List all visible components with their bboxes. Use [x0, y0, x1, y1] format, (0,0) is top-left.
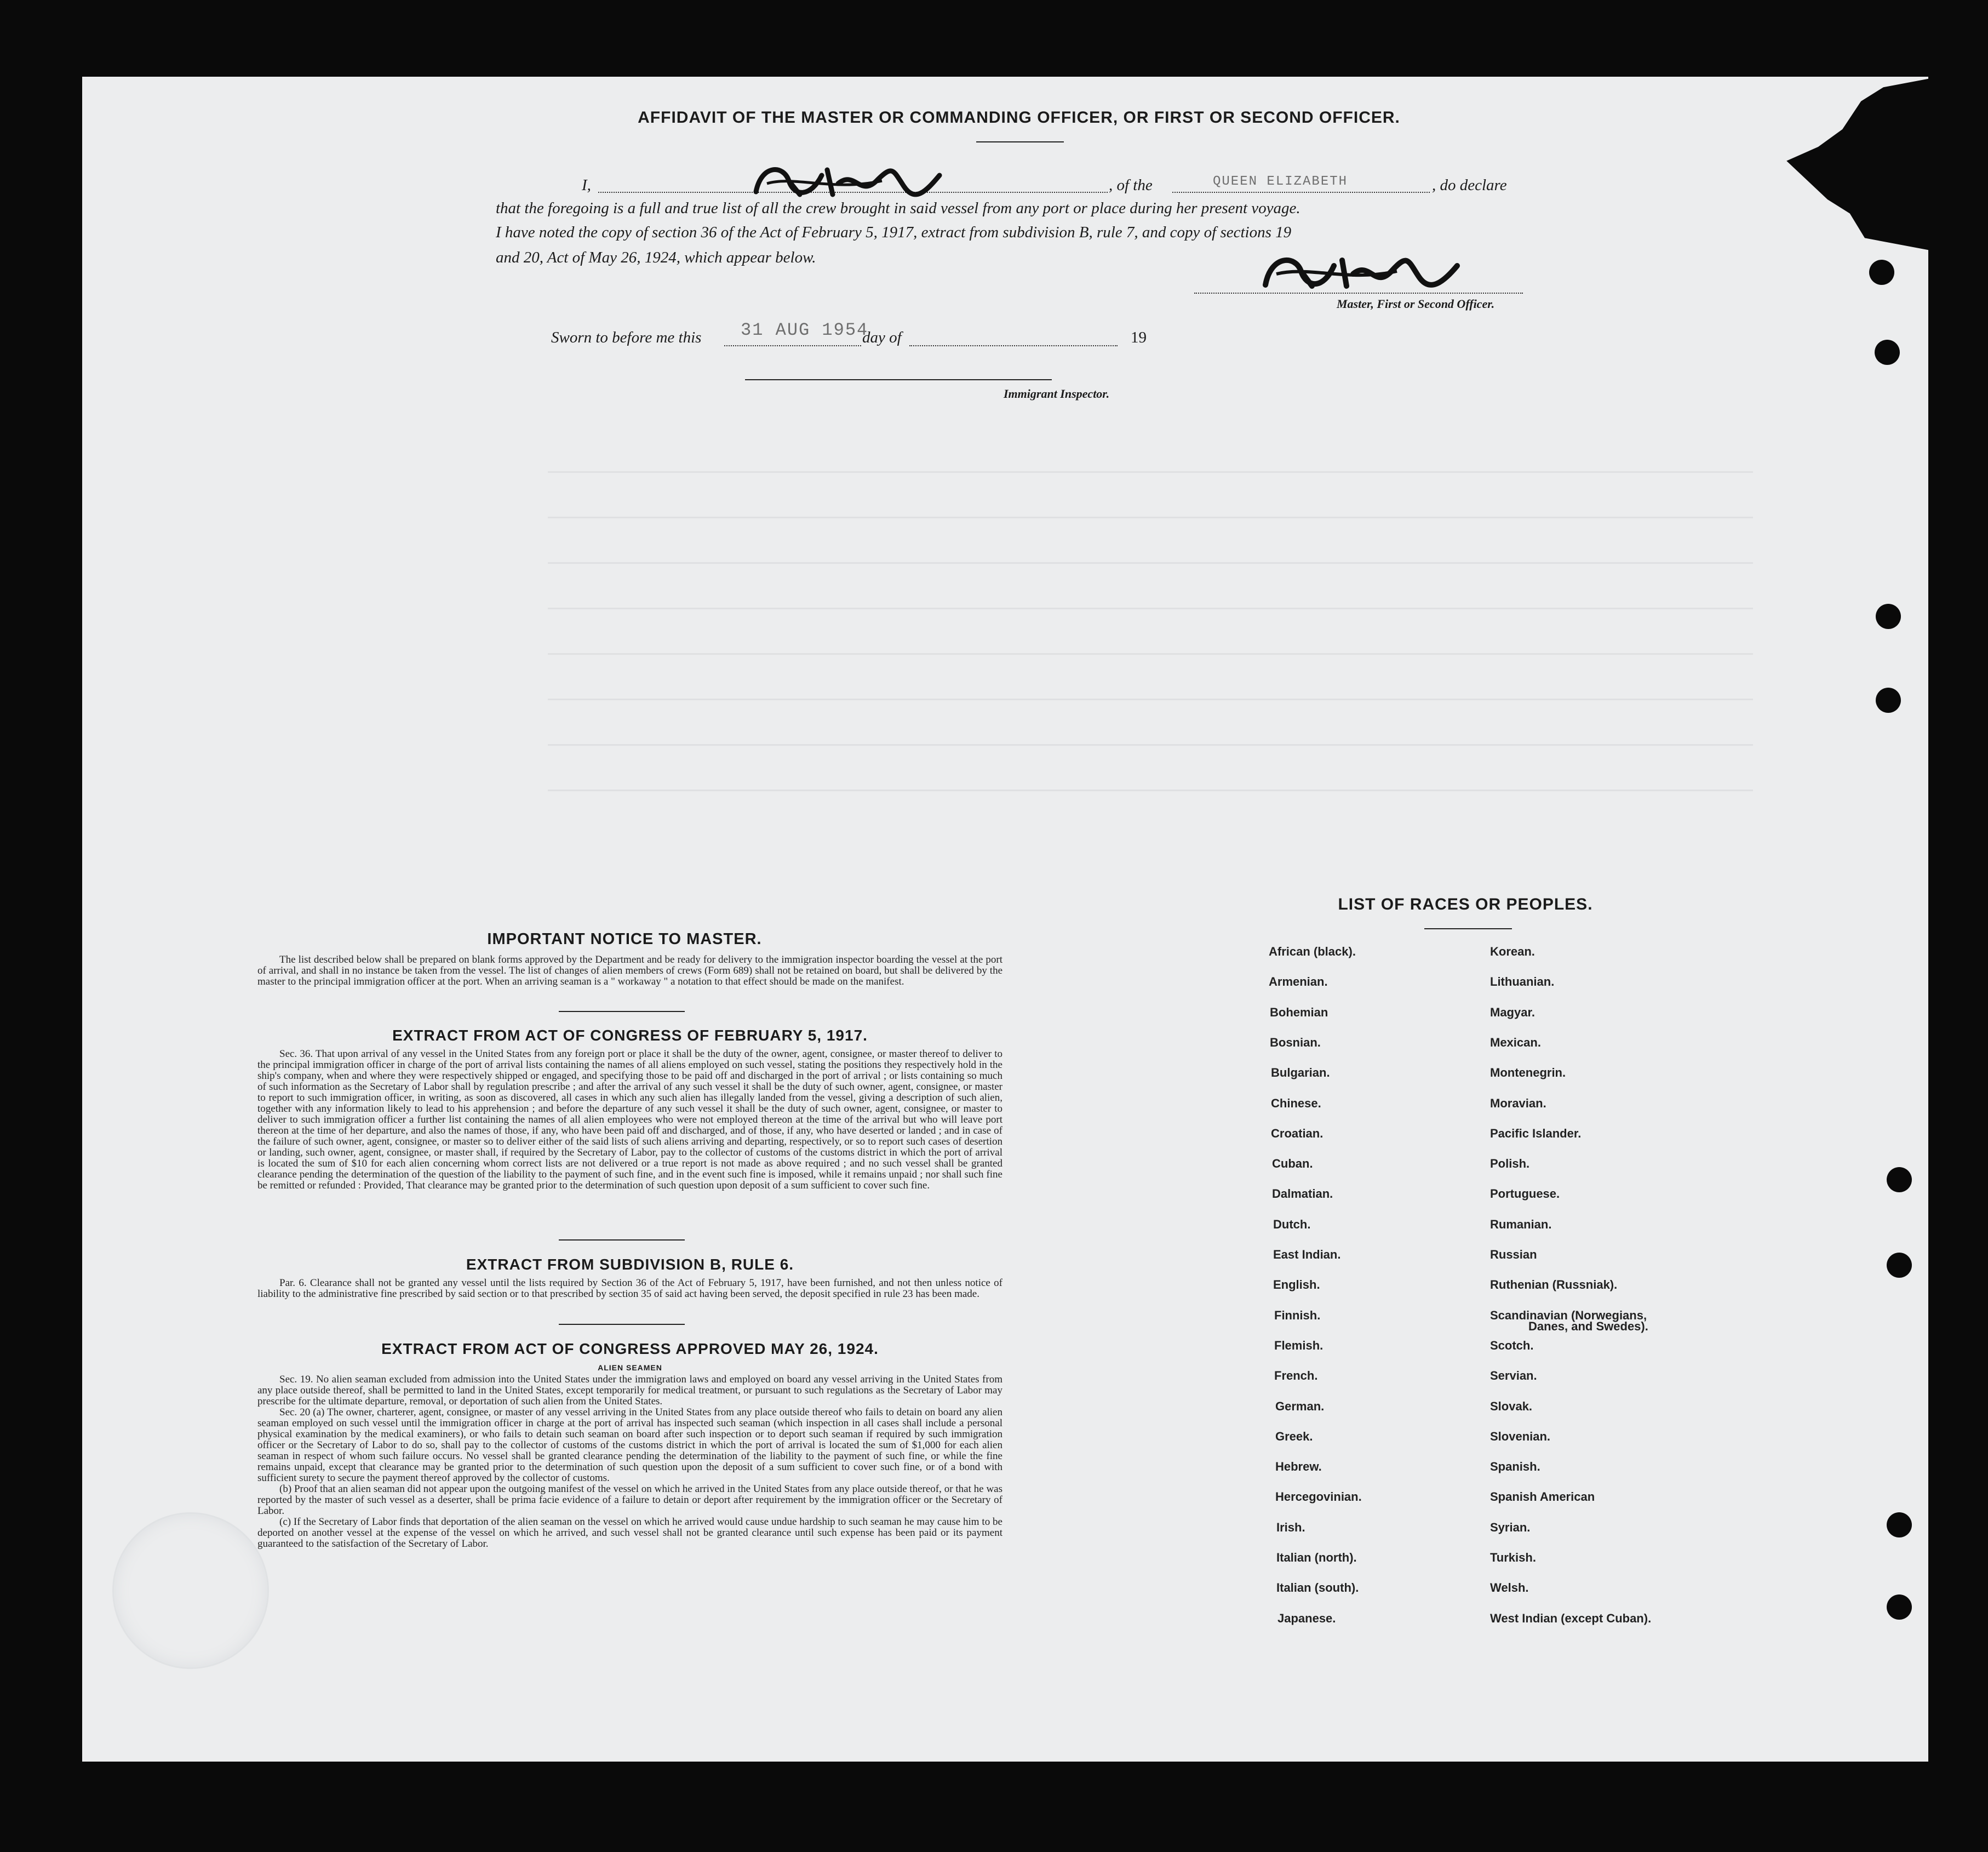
race-item: Bohemian — [1270, 1005, 1328, 1019]
race-item: West Indian (except Cuban). — [1490, 1611, 1652, 1625]
race-item: German. — [1275, 1399, 1325, 1413]
officer-signature — [1260, 247, 1468, 296]
notice-title: IMPORTANT NOTICE TO MASTER. — [487, 930, 762, 948]
extract-1917-body — [257, 1049, 1002, 1191]
affidavit-i-label: I, — [582, 176, 591, 194]
extract-1924-title: EXTRACT FROM ACT OF CONGRESS APPROVED MAY 26, 1924. — [381, 1340, 879, 1357]
race-item: Bosnian. — [1270, 1035, 1321, 1049]
inspector-signature-line — [745, 379, 1052, 380]
affidavit-of-the: , of the — [1109, 176, 1153, 194]
race-item: Dalmatian. — [1272, 1187, 1333, 1201]
race-item: Rumanian. — [1490, 1217, 1552, 1231]
race-item: Moravian. — [1490, 1096, 1546, 1110]
extract-1924-subtitle: ALIEN SEAMEN — [598, 1363, 662, 1372]
race-item: African (black). — [1269, 945, 1356, 958]
race-item: Scotch. — [1490, 1338, 1534, 1352]
section-divider — [559, 1011, 685, 1012]
race-item: Italian (north). — [1276, 1551, 1357, 1564]
race-item: Magyar. — [1490, 1005, 1535, 1019]
sec-20c-paragraph: (c) If the Secretary of Labor finds that deportation of the alien seaman on the vessel on which he arrived would cause undue hardship to such seaman he may cause him to be deported on another vessel at the expense of the vessel on which he arrived, and such vessel shall not be granted clearance until such expense has been paid or its payment guaranteed to the satisfaction of the Secretary of Labor. — [257, 1516, 1002, 1550]
race-item: Flemish. — [1274, 1338, 1324, 1352]
extract-rule6-body — [257, 1278, 1002, 1300]
race-item: Hercegovinian. — [1275, 1490, 1362, 1504]
race-item: Bulgarian. — [1271, 1066, 1330, 1080]
race-item: Armenian. — [1269, 975, 1328, 989]
section-divider — [559, 1324, 685, 1325]
races-title-underline — [1424, 928, 1512, 929]
sworn-date-stamp: 31 AUG 1954 — [741, 320, 869, 340]
punch-hole — [1875, 340, 1900, 365]
affidavit-title: AFFIDAVIT OF THE MASTER OR COMMANDING OFFICER, OR FIRST OR SECOND OFFICER. — [638, 108, 1400, 127]
affidavit-line-3: I have noted the copy of section 36 of the Act of February 5, 1917, extract from subdivision B, rule 7, and copy of sections 19 — [496, 224, 1292, 241]
races-title: LIST OF RACES OR PEOPLES. — [1338, 895, 1593, 913]
race-item: East Indian. — [1273, 1248, 1341, 1261]
race-scandinavian-continued: Danes, and Swedes). — [1528, 1319, 1648, 1333]
race-item: Scandinavian (Norwegians, — [1490, 1308, 1647, 1322]
race-item: Welsh. — [1490, 1581, 1529, 1595]
race-item: Polish. — [1490, 1157, 1530, 1171]
race-item: Italian (south). — [1276, 1581, 1359, 1595]
race-item: Lithuanian. — [1490, 975, 1555, 989]
punch-hole — [1876, 604, 1901, 629]
affidavit-line-2: that the foregoing is a full and true list of all the crew brought in said vessel from any port or place during her present voyage. — [496, 199, 1300, 217]
race-item: Portuguese. — [1490, 1187, 1560, 1201]
master-signature-stamp — [750, 159, 948, 203]
sworn-year-prefix: 19 — [1131, 329, 1147, 346]
race-item: Finnish. — [1274, 1308, 1321, 1322]
title-underline — [976, 141, 1064, 142]
race-item: Chinese. — [1271, 1096, 1321, 1110]
punch-hole — [1869, 260, 1894, 285]
extract-1917-paragraph: Sec. 36. That upon arrival of any vessel in the United States from any foreign port or place it shall be the duty of the owner, agent, consignee, or master thereof to deliver to the principal immigration officer in charge of the port of arrival lists containing the names of all aliens employed on such vessel, stating the positions they respectively hold in the ship's company, when and where they were respectively shipped or engaged, and specifying those to be paid off and discharged in the port of arrival ; or lists containing so much of such information as the Secretary of Labor shall by regulation prescribe ; and after the arrival of any such vessel it shall be the duty of such owner, agent, consignee, or master to report to such immigration officer, in writing, as soon as discovered, all cases in which any such alien has illegally landed from the vessel, giving a description of such alien, together with any information likely to lead to his apprehension ; and before the departure of any such vessel it shall be the duty of such owner, agent, consignee, or master to deliver to such immigration officer a further list containing the names of all alien employees who were not employed thereon at the time of the arrival but who will leave port thereon at the time of her departure, and also the names of those, if any, who have been paid off and discharged, and of those, if any, who have deserted or landed ; and in case of the failure of such owner, agent, consignee, or master so to deliver either of the said lists of such aliens arriving and departing, respectively, or so to report such cases of desertion or landing, such owner, agent, consignee, or master shall, if required by the Secretary of Labor, pay to the collector of customs of the customs district in which the port of arrival is located the sum of $10 for each alien concerning whom correct lists are not delivered or a true report is not made as above required ; and no such vessel shall be granted clearance pending the determination of the question of the liability to the payment of such fine, and in the event such fine is imposed, while it remains unpaid ; nor shall such fine be remitted or refunded : Provided, That clearance may be granted prior to the determination of such question upon deposit of a sum sufficient to cover such fine. — [257, 1048, 1002, 1191]
race-item: Russian — [1490, 1248, 1537, 1261]
race-item: Korean. — [1490, 945, 1535, 958]
race-item: Servian. — [1490, 1369, 1537, 1383]
embossed-seal — [112, 1512, 269, 1669]
punch-hole — [1887, 1253, 1912, 1278]
race-item: Irish. — [1276, 1520, 1305, 1534]
race-item: Mexican. — [1490, 1035, 1541, 1049]
punch-hole — [1887, 1167, 1912, 1192]
race-item: Hebrew. — [1275, 1460, 1322, 1474]
sworn-month-line — [909, 345, 1118, 346]
sec-20b-paragraph: (b) Proof that an alien seaman did not appear upon the outgoing manifest of the vessel on which he arrived in the United States from any place outside thereof, or that he was reported by the master of such vessel as a deserter, shall be prima facie evidence of a failure to detain or deport after requirement by the immigration officer or the Secretary of Labor. — [257, 1483, 1002, 1517]
vessel-name-stamp: QUEEN ELIZABETH — [1213, 174, 1348, 189]
extract-rule6-title: EXTRACT FROM SUBDIVISION B, RULE 6. — [466, 1256, 794, 1273]
extract-1924-body — [257, 1374, 1002, 1550]
race-item: Turkish. — [1490, 1551, 1536, 1564]
race-item: Spanish. — [1490, 1460, 1540, 1474]
notice-paragraph: The list described below shall be prepared on blank forms approved by the Department and be ready for delivery to the immigration inspector boarding the vessel at the port of arrival, and shall in no instance be taken from the vessel. The list of changes of alien members of crews (Form 689) shall not be retained on board, but shall be delivered by the master to the principal immigration officer at the port. When an arriving seaman is a " workaway " a notation to that effect should be made on the manifest. — [257, 954, 1002, 987]
sworn-day-line — [724, 345, 861, 346]
sec-19-paragraph: Sec. 19. No alien seaman excluded from admission into the United States under the immigration laws and employed on board any vessel arriving in the United States from any place outside thereof, shall be permitted to land in the United States, except temporarily for medical treatment, or pursuant to such regulations as the Secretary of Labor may prescribe for the ultimate departure, removal, or deportation of such alien from the United States. — [257, 1374, 1002, 1407]
affidavit-do-declare: , do declare — [1432, 176, 1507, 194]
race-item: French. — [1274, 1369, 1318, 1383]
punch-hole — [1887, 1512, 1912, 1537]
race-item: Slovenian. — [1490, 1429, 1551, 1443]
race-item: Pacific Islander. — [1490, 1126, 1582, 1140]
race-item: Syrian. — [1490, 1520, 1531, 1534]
race-item: Croatian. — [1271, 1126, 1324, 1140]
extract-1917-title: EXTRACT FROM ACT OF CONGRESS OF FEBRUARY 5, 1917. — [392, 1027, 868, 1044]
vessel-name-line — [1172, 192, 1430, 193]
punch-hole — [1876, 688, 1901, 713]
race-item: Slovak. — [1490, 1399, 1533, 1413]
race-item: Ruthenian (Russniak). — [1490, 1278, 1618, 1292]
race-item: Japanese. — [1277, 1611, 1336, 1625]
officer-title-label: Master, First or Second Officer. — [1337, 297, 1495, 311]
extract-rule6-paragraph: Par. 6. Clearance shall not be granted any vessel until the lists required by Section 36 of the Act of February 5, 1917, have been furnished, and not then unless notice of liability to the administrative fine prescribed by said section or to that prescribed by section 35 of said act having been served, the deposit specified in rule 23 has been made. — [257, 1277, 1002, 1300]
race-item: Montenegrin. — [1490, 1066, 1566, 1080]
notice-text — [257, 954, 1002, 987]
section-divider — [559, 1239, 685, 1241]
punch-hole — [1887, 1594, 1912, 1620]
sworn-day-of: day of — [862, 329, 902, 346]
affidavit-line-4: and 20, Act of May 26, 1924, which appear below. — [496, 249, 816, 266]
race-item: English. — [1273, 1278, 1320, 1292]
race-item: Dutch. — [1273, 1217, 1311, 1231]
race-item: Spanish American — [1490, 1490, 1595, 1504]
inspector-label: Immigrant Inspector. — [1004, 387, 1110, 401]
race-item: Greek. — [1275, 1429, 1313, 1443]
sec-20a-paragraph: Sec. 20 (a) The owner, charterer, agent, consignee, or master of any vessel arriving in the United States from any place outside thereof who fails to detain on board any alien seaman employed on such vessel until the immigration officer in charge at the port of arrival has inspected such seaman (which inspection in all cases shall include a personal physical examination by the medical examiners), or who fails to detain such seaman on board after such inspection or to deport such seaman if required by such immigration officer or the Secretary of Labor to do so, shall pay to the collector of customs of the customs district in which the port of arrival is located the sum of $1,000 for each alien seaman in respect of whom such failure occurs. No vessel shall be granted clearance pending the determination of the liability to the payment of such fine, or while the fine remains unpaid, except that clearance may be granted prior to the determination of such question upon the deposit of a sum sufficient to cover such fine, or of a bond with sufficient surety to secure the payment thereof approved by the collector of customs. — [257, 1407, 1002, 1484]
race-item: Cuban. — [1272, 1157, 1313, 1171]
sworn-prefix: Sworn to before me this — [551, 329, 702, 346]
